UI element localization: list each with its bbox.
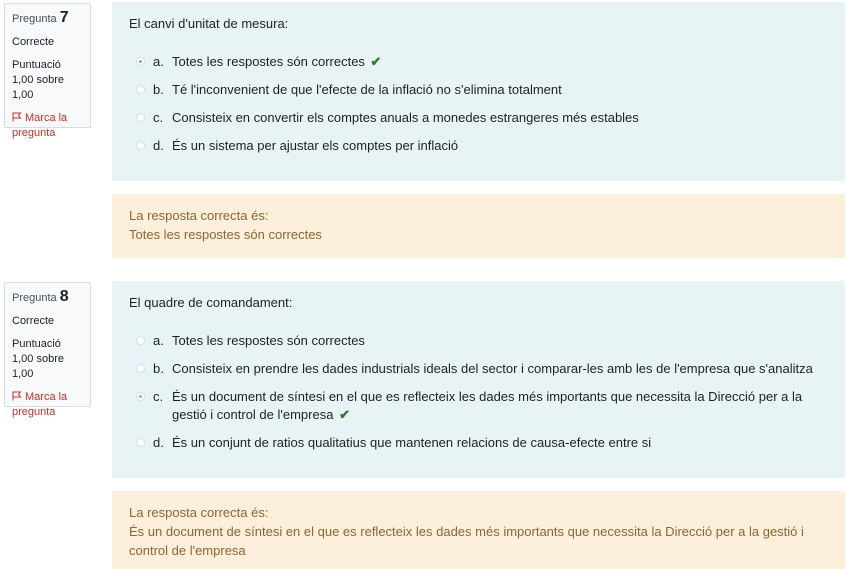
question-grade: Puntuació 1,00 sobre 1,00 xyxy=(12,59,64,101)
radio-button[interactable] xyxy=(136,336,145,345)
question-formulation xyxy=(112,2,845,181)
answer-text: Totes les respostes són correctes xyxy=(172,54,365,69)
answer-text: Té l'inconvenient de que l'efecte de la inflació no s'elimina totalment xyxy=(172,82,562,97)
radio-button-selected[interactable] xyxy=(136,392,145,401)
answer-text: És un conjunt de ratios qualitatius que mantenen relacions de causa-efecte entre si xyxy=(172,435,652,450)
answer-letter: c. xyxy=(153,110,164,125)
question-info xyxy=(4,282,91,418)
question-text: El quadre de comandament: xyxy=(129,295,293,310)
answer-letter: b. xyxy=(153,82,164,97)
flag-label: Marca la pregunta xyxy=(12,391,68,418)
answer-option-d[interactable] xyxy=(129,137,828,155)
question-number-line xyxy=(12,10,83,27)
answer-letter: a. xyxy=(153,54,164,69)
question-number: 8 xyxy=(59,288,69,305)
question-info xyxy=(4,3,91,139)
answer-text: És un document de síntesi en el que es reflecteix les dades més importants que necessita la Direcció per a la gestió i control de l'empresa xyxy=(172,389,803,422)
answer-letter: b. xyxy=(153,361,164,376)
question-state: Correcte xyxy=(12,315,55,327)
question-label: Pregunta xyxy=(12,13,57,25)
answer-option-a[interactable] xyxy=(129,53,828,71)
question-formulation xyxy=(112,281,845,478)
answer-letter: d. xyxy=(153,138,164,153)
correct-answer-feedback xyxy=(112,194,845,258)
flag-icon xyxy=(12,112,22,122)
question-label: Pregunta xyxy=(12,292,57,304)
answer-text: És un sistema per ajustar els comptes per inflació xyxy=(172,138,459,153)
question-text: El canvi d'unitat de mesura: xyxy=(129,16,289,31)
check-icon: ✔ xyxy=(370,54,382,69)
answer-option-c[interactable] xyxy=(129,388,828,424)
flag-label: Marca la pregunta xyxy=(12,112,68,139)
answer-text: Totes les respostes són correctes xyxy=(172,333,365,348)
flag-question-link[interactable] xyxy=(12,390,83,420)
answer-option-b[interactable] xyxy=(129,81,828,99)
answer-option-a[interactable] xyxy=(129,332,828,350)
feedback-label: La resposta correcta és: xyxy=(129,208,269,223)
answer-option-c[interactable] xyxy=(129,109,828,127)
answer-option-d[interactable] xyxy=(129,434,828,452)
answer-text: Consisteix en prendre les dades industrials ideals del sector i comparar-les amb les de l'empresa que s'analitza xyxy=(172,361,813,376)
question-number-line xyxy=(12,289,83,306)
radio-button-selected[interactable] xyxy=(136,57,145,66)
radio-button[interactable] xyxy=(136,364,145,373)
radio-button[interactable] xyxy=(136,438,145,447)
radio-button[interactable] xyxy=(136,141,145,150)
answer-option-b[interactable] xyxy=(129,360,828,378)
feedback-label: La resposta correcta és: xyxy=(129,505,269,520)
feedback-answer: És un document de síntesi en el que es reflecteix les dades més importants que necessita la Direcció per a la gestió i control de l'empresa xyxy=(129,524,804,558)
question-grade: Puntuació 1,00 sobre 1,00 xyxy=(12,338,64,380)
radio-button[interactable] xyxy=(136,113,145,122)
answer-text: Consisteix en convertir els comptes anuals a monedes estrangeres més estables xyxy=(172,110,639,125)
answer-letter: d. xyxy=(153,435,164,450)
answer-letter: a. xyxy=(153,333,164,348)
flag-icon xyxy=(12,391,22,401)
radio-button[interactable] xyxy=(136,85,145,94)
flag-question-link[interactable] xyxy=(12,111,83,141)
correct-answer-feedback xyxy=(112,491,845,569)
feedback-answer: Totes les respostes són correctes xyxy=(129,227,322,242)
question-state: Correcte xyxy=(12,36,55,48)
question-number: 7 xyxy=(59,9,69,26)
check-icon: ✔ xyxy=(339,407,350,422)
answer-letter: c. xyxy=(153,389,164,404)
